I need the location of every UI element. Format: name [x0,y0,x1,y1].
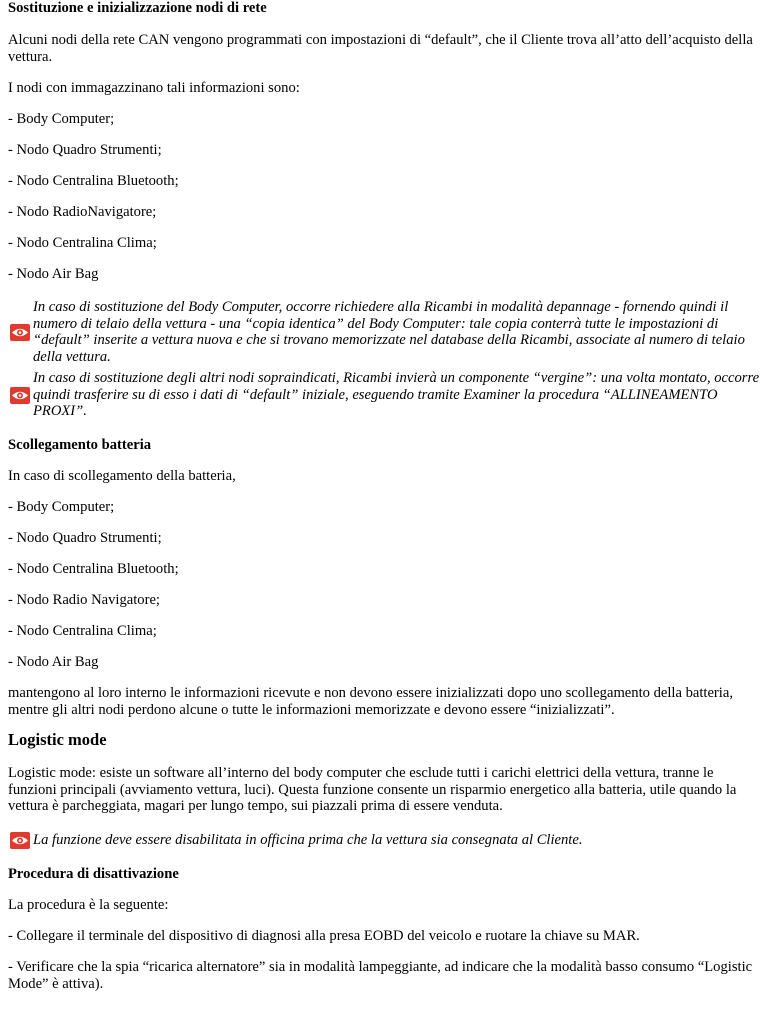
list-item: - Nodo RadioNavigatore; [8,204,157,220]
list-item: - Nodo Centralina Bluetooth; [8,561,179,577]
list-item: - Nodo Air Bag [8,266,99,282]
list-item: - Nodo Quadro Strumenti; [8,142,162,158]
section-heading-logistic-mode: Logistic mode [8,730,107,749]
list-item: - Nodo Air Bag [8,654,99,670]
list-item: - Nodo Centralina Clima; [8,623,157,639]
nodes-lead: I nodi con immagazzinano tali informazioni sono: [8,80,300,96]
logistic-mode-body: Logistic mode: esiste un software all’interno del body computer che esclude tutti i carichi elettrici della vettura, tranne le funzioni principali (avviamento vettura, luci). Questa funzione consente un risparmio energetico alla batteria, utile quando la vettura è parcheggiata, magari per lungo tempo, sui piazzali prima di essere venduta. [8,765,737,814]
note-text: In caso di sostituzione degli altri nodi sopraindicati, Ricambi invierà un componente “vergine”: una volta montato, occorre quindi trasferire su di esso i dati di “default” iniziale, eseguendo tramite Examiner la procedura “ALLINEAMENTO PROXI”. [33,370,760,419]
procedure-step: - Collegare il terminale del dispositivo di diagnosi alla presa EOBD del veicolo e ruotare la chiave su MAR. [8,928,640,944]
note-text: La funzione deve essere disabilitata in officina prima che la vettura sia consegnata al Cliente. [33,832,583,848]
eye-icon [10,832,30,849]
section-heading-sostituzione: Sostituzione e inizializzazione nodi di rete [8,0,267,16]
procedure-lead: La procedura è la seguente: [8,897,169,913]
section-heading-scollegamento: Scollegamento batteria [8,437,152,453]
battery-lead: In caso di scollegamento della batteria, [8,468,236,484]
intro-paragraph: Alcuni nodi della rete CAN vengono programmati con impostazioni di “default”, che il Cliente trova all’atto dell’acquisto della vettura. [8,32,753,65]
list-item: - Nodo Radio Navigatore; [8,592,160,608]
procedure-step: - Verificare che la spia “ricarica alternatore” sia in modalità lampeggiante, ad indicare che la modalità basso consumo “Logistic Mode” è attiva). [8,959,753,992]
eye-icon [10,324,30,341]
list-item: - Nodo Quadro Strumenti; [8,530,162,546]
list-item: - Nodo Centralina Clima; [8,235,157,251]
eye-icon [10,387,30,404]
section-heading-procedura: Procedura di disattivazione [8,866,179,882]
list-item: - Body Computer; [8,499,115,515]
list-item: - Nodo Centralina Bluetooth; [8,173,179,189]
note-text: In caso di sostituzione del Body Computer, occorre richiedere alla Ricambi in modalità depannage - fornendo quindi il numero di telaio della vettura - una “copia identica” del Body Computer: tale copia conterrà tutte le impostazioni di “default” inserite a vettura nuova e che si trovano memorizzate nel database della Ricambi, associate al numero di telaio della vettura. [33,299,745,365]
battery-conclusion: mantengono al loro interno le informazioni ricevute e non devono essere inizializzati dopo uno scollegamento della batteria, mentre gli altri nodi perdono alcune o tutte le informazioni memorizzate e devono essere “inizializzati”. [8,685,733,718]
list-item: - Body Computer; [8,111,115,127]
